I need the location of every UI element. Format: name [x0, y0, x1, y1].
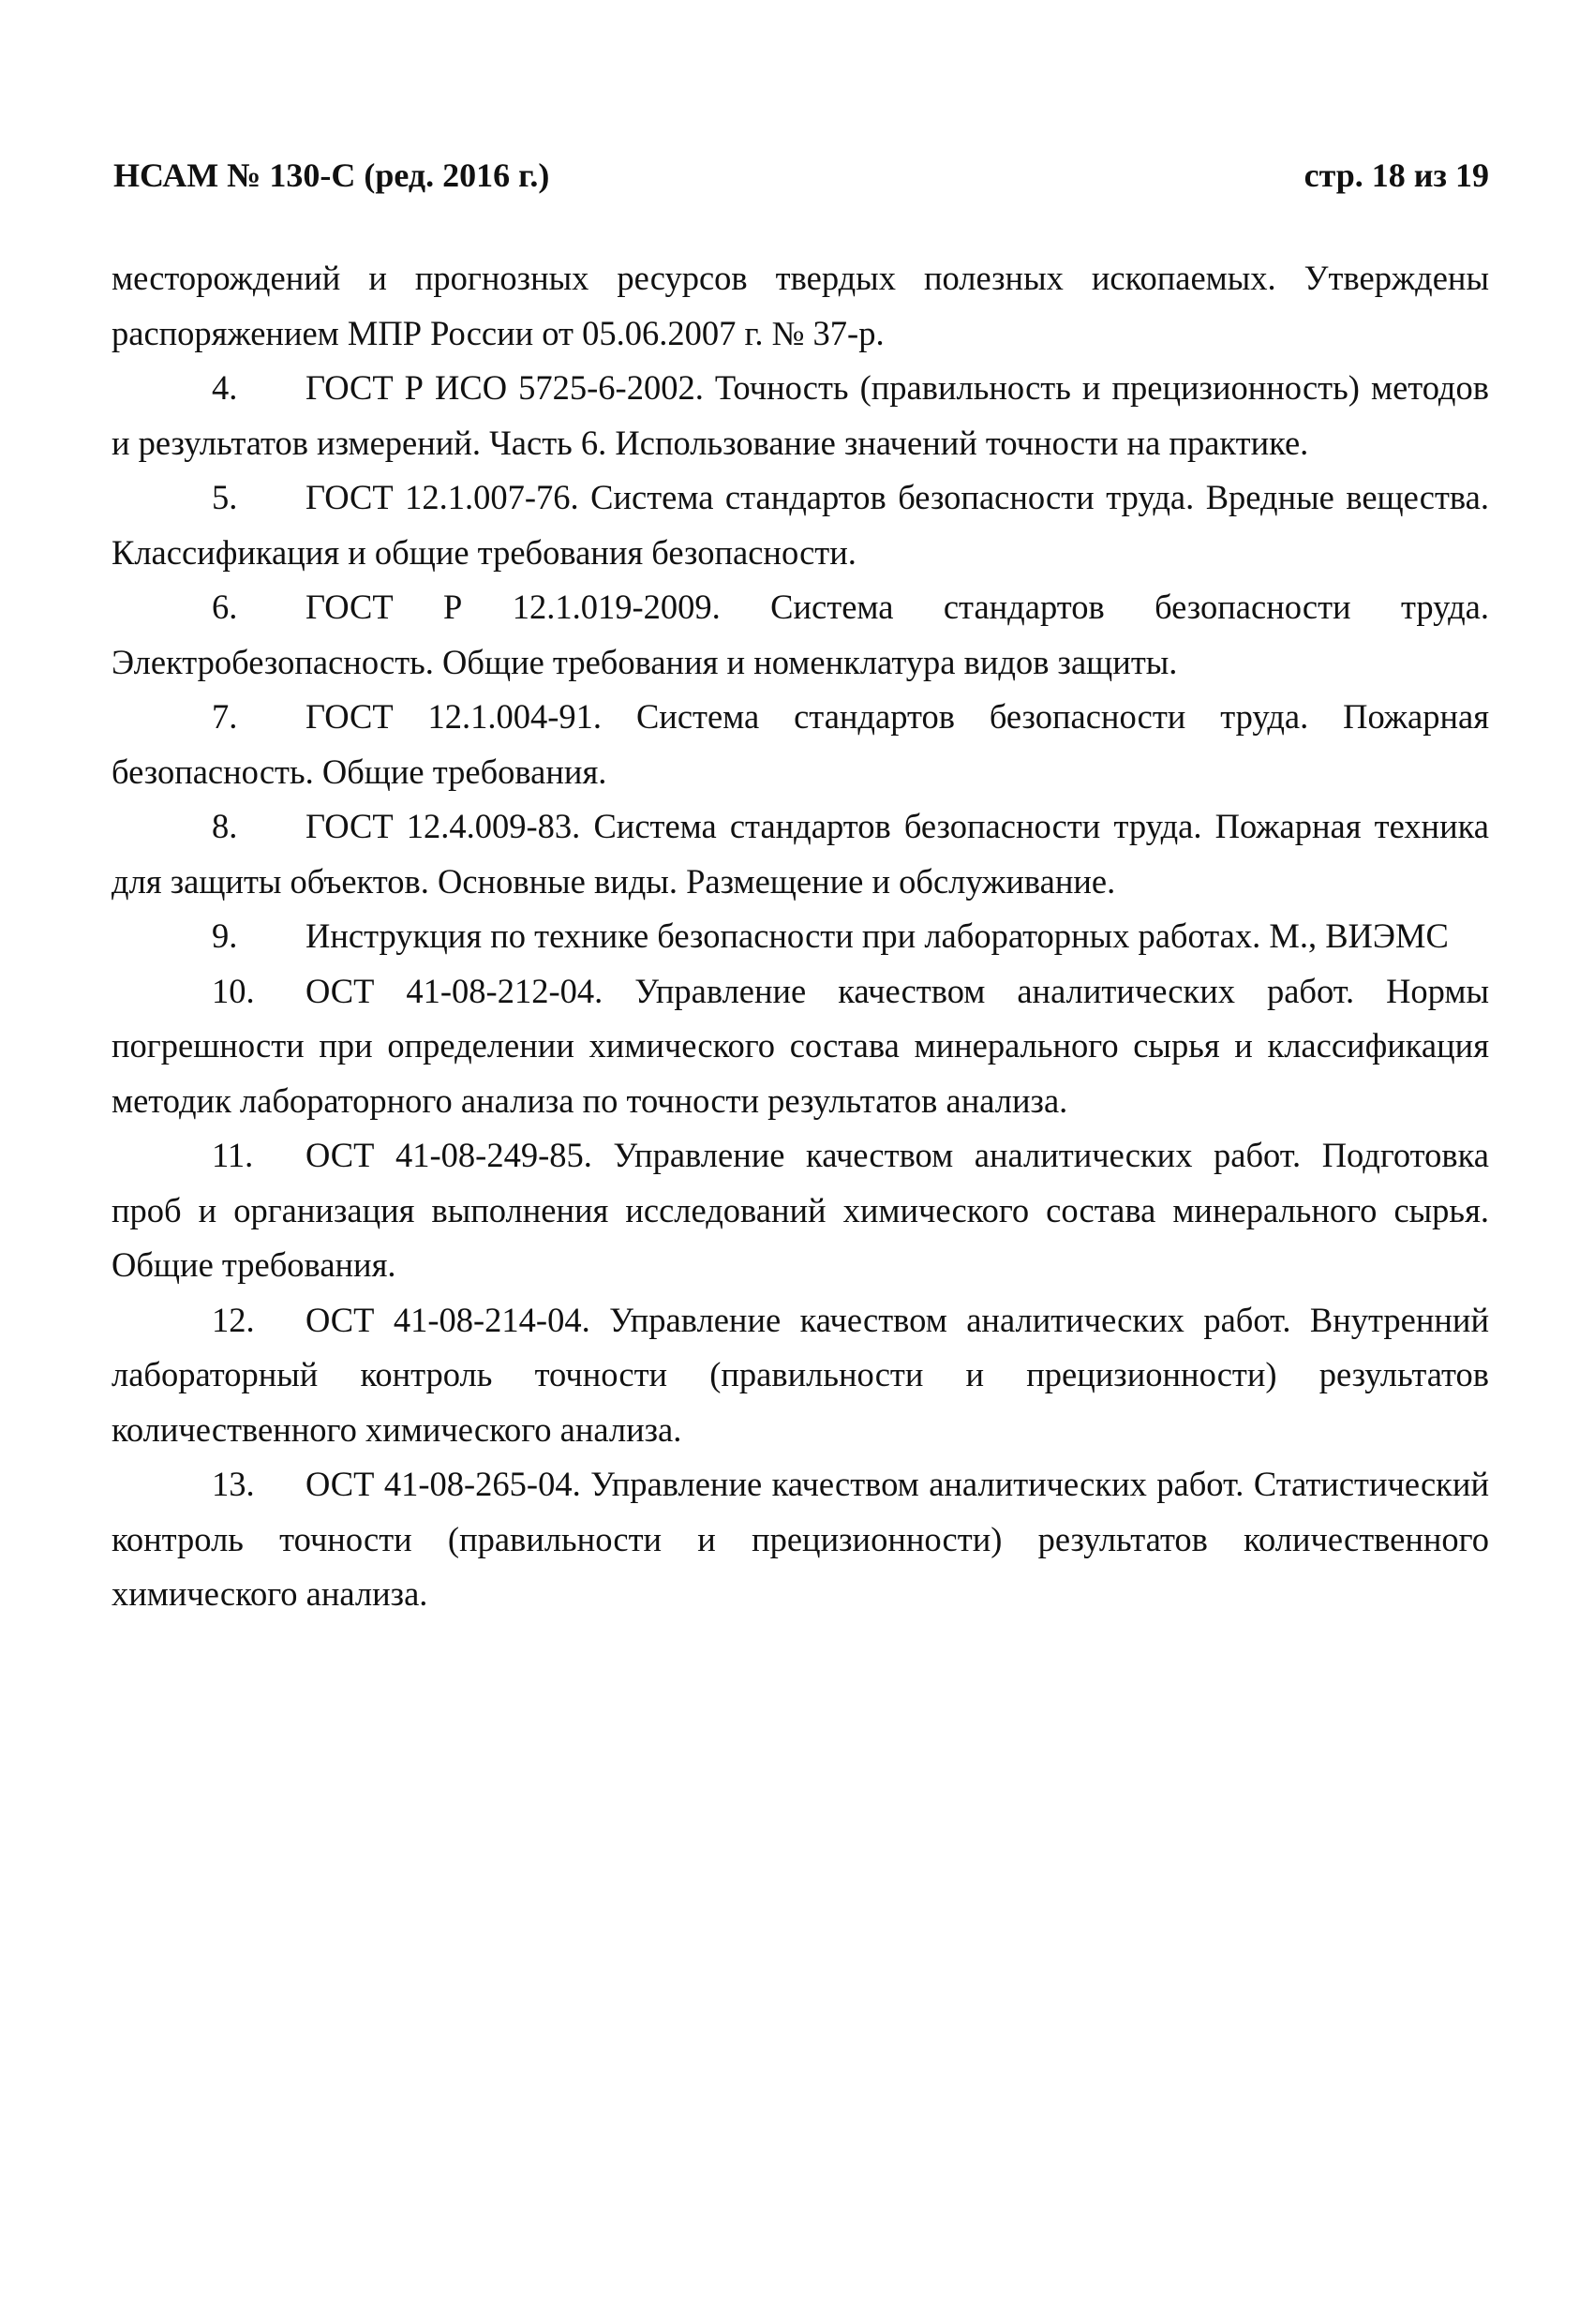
list-item-number: 9. [212, 916, 238, 955]
list-item-text: ОСТ 41-08-249-85. Управление качеством аналитических работ. Подготовка проб и организация выполнения исследований химического состава минерального сырья. Общие требования. [112, 1136, 1489, 1284]
list-item-number: 12. [212, 1300, 255, 1339]
list-item-text: ОСТ 41-08-212-04. Управление качеством аналитических работ. Нормы погрешности при определении химического состава минерального сырья и классификация методик лабораторного анализа по точности результатов анализа. [112, 971, 1489, 1120]
list-item [112, 690, 1489, 799]
list-item [112, 580, 1489, 690]
list-item-text: Инструкция по технике безопасности при лабораторных работах. М., ВИЭМС [305, 916, 1449, 955]
reference-list [112, 251, 1489, 1622]
list-item-text: ГОСТ 12.4.009-83. Система стандартов безопасности труда. Пожарная техника для защиты объектов. Основные виды. Размещение и обслуживание. [112, 807, 1489, 901]
list-item [112, 1457, 1489, 1622]
list-item-number: 10. [212, 971, 255, 1010]
list-item-number: 11. [212, 1136, 254, 1174]
list-item-number: 5. [212, 478, 238, 516]
list-item-number: 6. [212, 588, 238, 626]
list-item-number: 4. [212, 368, 238, 407]
list-item [112, 1128, 1489, 1293]
document-code: НСАМ № 130-С (ред. 2016 г.) [113, 156, 550, 194]
list-item [112, 470, 1489, 580]
page-number: стр. 18 из 19 [1304, 156, 1489, 194]
continuation-paragraph: месторождений и прогнозных ресурсов твердых полезных ископаемых. Утверждены распоряжением МПР России от 05.06.2007 г. № 37-р. [112, 259, 1489, 352]
list-item-number: 13. [212, 1465, 255, 1503]
list-item [112, 361, 1489, 470]
list-item [112, 799, 1489, 909]
list-item [112, 1293, 1489, 1458]
list-item-number: 7. [212, 697, 238, 736]
list-item-text: ГОСТ Р 12.1.019-2009. Система стандартов безопасности труда. Электробезопасность. Общие требования и номенклатура видов защиты. [112, 588, 1489, 681]
list-item-text: ГОСТ Р ИСО 5725-6-2002. Точность (правильность и прецизионность) методов и результатов измерений. Часть 6. Использование значений точности на практике. [112, 368, 1489, 462]
list-item-text: ГОСТ 12.1.004-91. Система стандартов безопасности труда. Пожарная безопасность. Общие требования. [112, 697, 1489, 791]
list-item-text: ГОСТ 12.1.007-76. Система стандартов безопасности труда. Вредные вещества. Классификация и общие требования безопасности. [112, 478, 1489, 572]
list-item [112, 964, 1489, 1129]
list-item-number: 8. [212, 807, 238, 845]
list-item-text: ОСТ 41-08-265-04. Управление качеством аналитических работ. Статистический контроль точности (правильности и прецизионности) результатов количественного химического анализа. [112, 1465, 1489, 1613]
list-item-text: ОСТ 41-08-214-04. Управление качеством аналитических работ. Внутренний лабораторный контроль точности (правильности и прецизионности) результатов количественного химического анализа. [112, 1300, 1489, 1449]
list-item [112, 909, 1489, 964]
page-header [113, 156, 1489, 202]
